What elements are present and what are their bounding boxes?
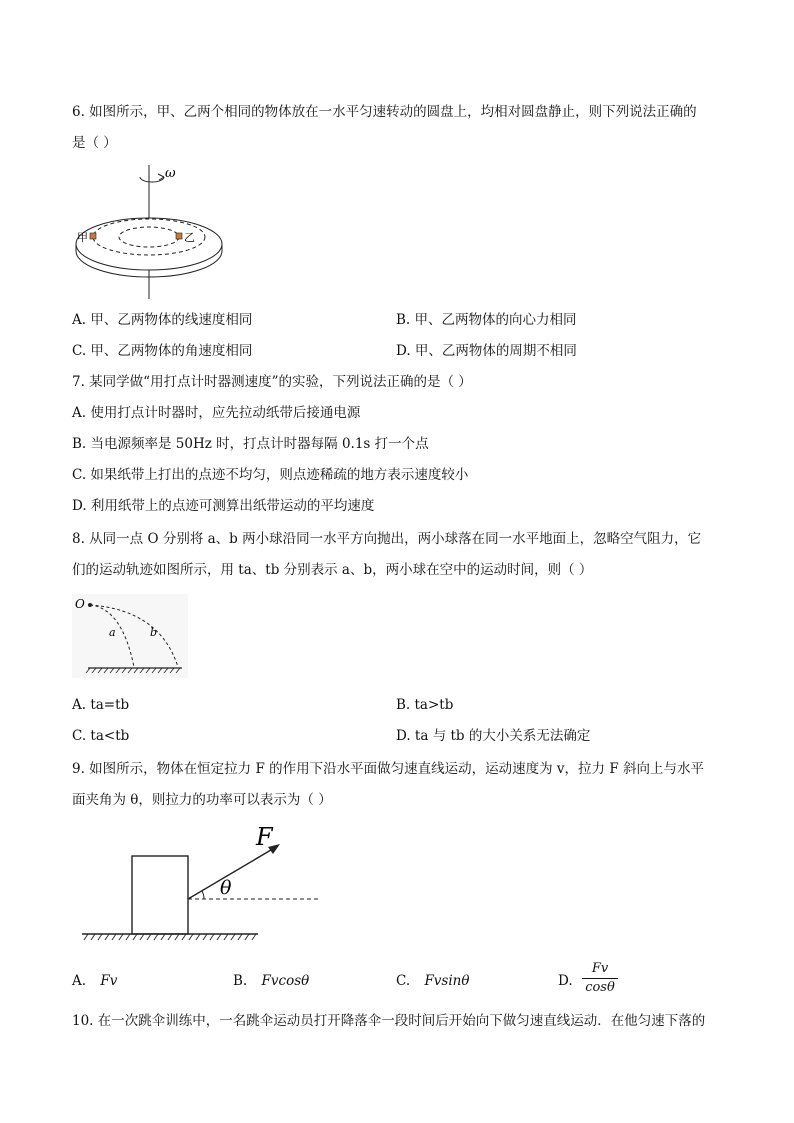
force-arrow — [188, 847, 276, 899]
label-theta: θ — [220, 877, 232, 899]
block — [132, 856, 188, 934]
q9-option-d-fraction — [582, 961, 618, 996]
q9-option-d-letter: D. — [558, 973, 573, 989]
q9-stem-line2: 面夹角为 θ，则拉力的功率可以表示为（ ） — [72, 792, 332, 808]
fraction-denominator: cosθ — [585, 980, 615, 995]
label-yi: 乙 — [184, 231, 195, 244]
force-block-figure — [82, 822, 322, 944]
projectile-figure — [72, 594, 188, 678]
q9-stem-line1: 9. 如图所示，物体在恒定拉力 F 的作用下沿水平面做匀速直线运动，运动速度为 v，拉力 F 斜向上与水平 — [72, 761, 704, 777]
label-jia: 甲 — [77, 231, 88, 244]
q8-stem-line2: 们的运动轨迹如图所示，用 ta、tb 分别表示 a、b，两小球在空中的运动时间，则（ ） — [72, 562, 593, 578]
q6-option-d: D. 甲、乙两物体的周期不相同 — [396, 343, 577, 359]
q6-stem-line1: 6. 如图所示，甲、乙两个相同的物体放在一水平匀速转动的圆盘上，均相对圆盘静止，则下列说法正确的 — [72, 104, 697, 120]
label-b: b — [150, 626, 158, 639]
q9-option-a-letter: A. — [72, 973, 87, 989]
q6-stem-line2: 是（ ） — [72, 135, 117, 151]
omega-label: ω — [165, 166, 176, 181]
q9-option-b — [233, 972, 309, 990]
q7-option-d: D. 利用纸带上的点迹可测算出纸带运动的平均速度 — [72, 498, 375, 514]
label-f: F — [256, 823, 273, 851]
q9-option-b-expr: Fvcosθ — [261, 973, 310, 989]
q9-option-b-letter: B. — [233, 973, 248, 989]
label-a: a — [109, 626, 116, 639]
fraction-numerator: Fv — [582, 961, 618, 979]
label-o: O — [75, 597, 85, 611]
q9-option-a — [72, 972, 117, 990]
object-jia — [90, 233, 96, 239]
q6-option-a: A. 甲、乙两物体的线速度相同 — [72, 312, 253, 328]
q8-option-c: C. ta<tb — [72, 728, 130, 744]
q9-option-c-letter: C. — [396, 973, 411, 989]
q8-option-d: D. ta 与 tb 的大小关系无法确定 — [396, 728, 591, 744]
q7-stem: 7. 某同学做“用打点计时器测速度”的实验，下列说法正确的是（ ） — [72, 374, 472, 390]
q10-stem-line1: 10. 在一次跳伞训练中，一名跳伞运动员打开降落伞一段时间后开始向下做匀速直线运动．在他匀速下落的 — [72, 1013, 706, 1029]
q6-option-b: B. 甲、乙两物体的向心力相同 — [396, 312, 577, 328]
q7-option-b: B. 当电源频率是 50Hz 时，打点计时器每隔 0.1s 打一个点 — [72, 436, 429, 452]
q9-option-c — [396, 972, 470, 990]
q8-option-b: B. ta>tb — [396, 697, 454, 713]
rotating-disk-figure — [72, 165, 232, 300]
q8-stem-line1: 8. 从同一点 O 分别将 a、b 两小球沿同一水平方向抛出，两小球落在同一水平地面上，忽略空气阻力，它 — [72, 531, 702, 547]
q7-option-a: A. 使用打点计时器时，应先拉动纸带后接通电源 — [72, 405, 361, 421]
q9-option-c-expr: Fvsinθ — [424, 973, 470, 989]
q7-option-c: C. 如果纸带上打出的点迹不均匀，则点迹稀疏的地方表示速度较小 — [72, 467, 469, 483]
q8-option-a: A. ta=tb — [72, 697, 130, 713]
object-yi — [176, 233, 182, 239]
q9-option-a-expr: Fv — [100, 973, 118, 989]
q6-option-c: C. 甲、乙两物体的角速度相同 — [72, 343, 253, 359]
